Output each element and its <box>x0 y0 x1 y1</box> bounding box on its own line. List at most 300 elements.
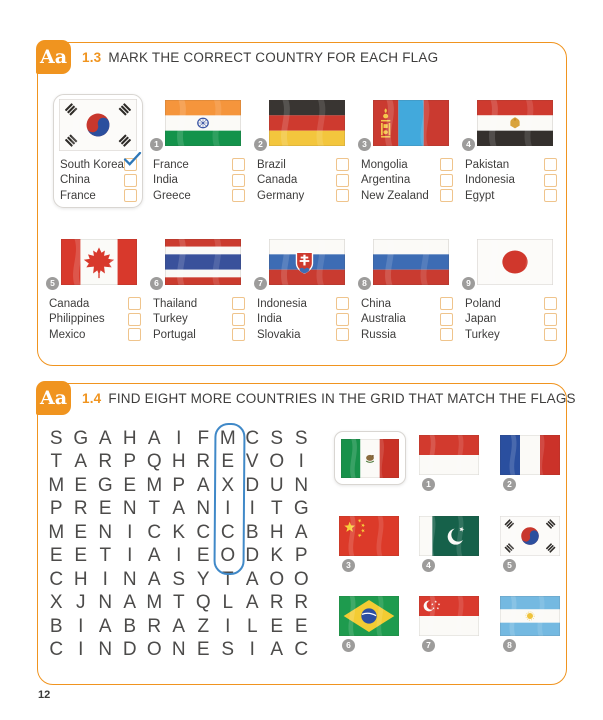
option-row <box>60 173 137 189</box>
grid-letter[interactable]: T <box>172 592 185 614</box>
flag-image <box>500 435 560 475</box>
flag-image <box>61 239 137 285</box>
grid-letter[interactable]: A <box>172 498 186 520</box>
option-checkbox[interactable] <box>440 328 453 341</box>
option-row <box>153 312 245 328</box>
option-checkbox[interactable] <box>336 174 349 187</box>
option-label: Mexico <box>49 328 86 341</box>
option-label: Indonesia <box>257 297 307 310</box>
grid-letter[interactable]: S <box>172 568 186 590</box>
option-row <box>153 173 245 189</box>
option-row <box>361 188 453 204</box>
exercise-1-3-header <box>82 50 438 65</box>
option-row <box>465 173 557 189</box>
option-checkbox[interactable] <box>232 174 245 187</box>
flag-tile-8 <box>500 596 560 652</box>
grid-letter[interactable]: D <box>245 545 260 567</box>
option-row <box>361 312 453 328</box>
grid-letter[interactable]: A <box>245 592 259 614</box>
option-checkbox[interactable] <box>124 174 137 187</box>
flag-image <box>339 516 399 556</box>
option-checkbox[interactable] <box>232 297 245 310</box>
flag-south-korea <box>500 516 560 556</box>
option-row <box>60 188 137 204</box>
grid-letter[interactable]: C <box>294 639 309 661</box>
option-label: Argentina <box>361 174 411 187</box>
grid-letter[interactable]: C <box>49 639 64 661</box>
option-label: China <box>60 174 91 187</box>
flag-argentina <box>500 596 560 636</box>
flag-image-wrap <box>253 239 349 287</box>
grid-letter[interactable]: E <box>49 545 63 567</box>
grid-letter[interactable]: X <box>49 592 63 614</box>
grid-letter[interactable]: P <box>49 498 63 520</box>
grid-letter[interactable]: A <box>98 615 112 637</box>
grid-letter[interactable]: S <box>49 427 63 449</box>
flag-image <box>500 516 560 556</box>
flag-number-badge: 5 <box>503 559 516 572</box>
grid-letter[interactable]: I <box>225 615 231 637</box>
page-number: 12 <box>38 689 51 701</box>
flag-question-1 <box>149 100 245 204</box>
flag-image <box>477 100 553 146</box>
option-row <box>257 327 349 343</box>
item-number-badge: 9 <box>462 277 475 290</box>
grid-letter[interactable]: R <box>147 615 162 637</box>
option-row <box>153 157 245 173</box>
grid-letter[interactable]: G <box>293 498 309 520</box>
option-label: Australia <box>361 313 406 326</box>
flag-image-wrap <box>461 239 557 287</box>
flag-question-4 <box>461 100 557 204</box>
grid-letter[interactable]: L <box>246 615 258 637</box>
flag-tile-7 <box>419 596 479 652</box>
option-label: Canada <box>49 297 90 310</box>
option-checkbox[interactable] <box>232 328 245 341</box>
grid-letter[interactable]: K <box>172 521 186 543</box>
flag-number-badge: 7 <box>422 639 435 652</box>
grid-letter[interactable]: N <box>98 639 113 661</box>
grid-letter[interactable]: H <box>73 568 88 590</box>
example-flag-slot <box>59 99 137 151</box>
grid-letter[interactable]: R <box>73 498 88 520</box>
flag-question-9 <box>461 239 557 343</box>
grid-letter[interactable]: N <box>294 474 309 496</box>
flag-thailand <box>165 239 241 285</box>
option-label: India <box>257 313 282 326</box>
grid-letter[interactable]: C <box>220 521 235 543</box>
option-checkbox[interactable] <box>232 189 245 202</box>
grid-letter[interactable]: M <box>48 474 65 496</box>
grid-letter[interactable]: A <box>294 521 308 543</box>
flag-image-wrap <box>253 100 349 148</box>
option-list <box>461 296 557 343</box>
option-list <box>149 157 245 204</box>
flag-image <box>419 516 479 556</box>
option-row <box>153 188 245 204</box>
grid-letter[interactable]: N <box>196 498 211 520</box>
option-list <box>253 157 349 204</box>
grid-letter[interactable]: I <box>298 451 304 473</box>
grid-letter[interactable]: T <box>148 498 161 520</box>
option-checkbox[interactable] <box>440 313 453 326</box>
option-list <box>461 157 557 204</box>
option-checkbox[interactable] <box>336 297 349 310</box>
option-list <box>357 157 453 204</box>
grid-letter[interactable]: L <box>222 592 234 614</box>
grid-letter[interactable]: T <box>99 545 112 567</box>
exercise-title: MARK THE CORRECT COUNTRY FOR EACH FLAG <box>108 50 439 65</box>
flag-image <box>269 239 345 285</box>
grid-letter[interactable]: E <box>294 615 308 637</box>
grid-letter[interactable]: I <box>102 568 108 590</box>
option-checkbox[interactable] <box>128 313 141 326</box>
flag-image <box>373 239 449 285</box>
flag-mexico <box>341 439 399 478</box>
option-label: Pakistan <box>465 158 510 171</box>
item-number-badge: 4 <box>462 138 475 151</box>
flag-tile-4 <box>419 516 479 572</box>
grid-letter[interactable]: Z <box>197 615 210 637</box>
grid-letter[interactable]: Y <box>196 568 210 590</box>
item-number-badge: 6 <box>150 277 163 290</box>
option-checkbox[interactable] <box>440 174 453 187</box>
grid-letter[interactable]: N <box>122 568 137 590</box>
grid-letter[interactable]: I <box>127 521 133 543</box>
grid-letter[interactable]: N <box>122 498 137 520</box>
option-label: Brazil <box>257 158 286 171</box>
option-row <box>361 173 453 189</box>
grid-letter[interactable]: A <box>270 639 284 661</box>
flag-image-wrap <box>357 100 453 148</box>
grid-letter[interactable]: O <box>293 568 309 590</box>
flag-question-7 <box>253 239 349 343</box>
flag-russia <box>373 239 449 285</box>
item-number-badge: 1 <box>150 138 163 151</box>
grid-letter[interactable]: R <box>196 451 211 473</box>
option-checkbox[interactable] <box>336 328 349 341</box>
exercise-1-4 <box>37 383 576 685</box>
grid-letter[interactable]: P <box>172 474 186 496</box>
option-row <box>60 157 137 173</box>
word-search-grid[interactable] <box>44 427 314 662</box>
option-checkbox[interactable] <box>544 297 557 310</box>
option-label: New Zealand <box>361 189 429 202</box>
option-label: South Korea <box>60 158 124 171</box>
grid-letter[interactable]: O <box>269 451 285 473</box>
flag-tile-1 <box>419 435 479 491</box>
flag-question-2 <box>253 100 349 204</box>
aa-vocabulary-badge <box>36 40 71 74</box>
item-number-badge: 5 <box>46 277 59 290</box>
grid-letter[interactable]: B <box>49 615 63 637</box>
option-label: Russia <box>361 328 397 341</box>
option-label: Germany <box>257 189 305 202</box>
grid-letter[interactable]: S <box>294 427 308 449</box>
grid-letter[interactable]: D <box>245 474 260 496</box>
check-mark-icon <box>123 152 142 167</box>
grid-letter[interactable]: A <box>123 592 137 614</box>
grid-letter[interactable]: G <box>97 474 113 496</box>
grid-letter[interactable]: A <box>74 451 88 473</box>
flag-south-korea <box>59 99 137 151</box>
option-label: Japan <box>465 313 497 326</box>
grid-letter[interactable]: M <box>48 521 65 543</box>
grid-letter[interactable]: J <box>76 592 86 614</box>
option-label: India <box>153 174 178 187</box>
option-row <box>257 296 349 312</box>
option-label: Poland <box>465 297 501 310</box>
flag-image-wrap <box>45 239 141 287</box>
flag-singapore <box>419 596 479 636</box>
exercise-1-3 <box>37 42 567 366</box>
flag-image <box>419 596 479 636</box>
exercise-number: 1.4 <box>82 391 102 406</box>
option-label: Indonesia <box>465 174 515 187</box>
flag-slovakia <box>269 239 345 285</box>
grid-letter[interactable]: R <box>294 592 309 614</box>
aa-badge-label: Aa <box>39 46 68 68</box>
flag-tile-6 <box>339 596 399 652</box>
option-checkbox[interactable] <box>124 189 137 202</box>
grid-letter[interactable]: C <box>196 521 211 543</box>
flag-image-wrap <box>461 100 557 148</box>
option-checkbox[interactable] <box>336 313 349 326</box>
grid-letter[interactable]: I <box>176 427 182 449</box>
option-row <box>361 327 453 343</box>
grid-letter[interactable]: H <box>122 427 137 449</box>
grid-letter[interactable]: E <box>98 498 112 520</box>
grid-letter[interactable]: Q <box>195 592 211 614</box>
flag-image <box>339 596 399 636</box>
flag-tile-3 <box>339 516 399 572</box>
example-answer-box <box>53 94 143 208</box>
option-label: Turkey <box>465 328 500 341</box>
grid-letter[interactable]: E <box>196 639 210 661</box>
flag-image <box>500 596 560 636</box>
option-checkbox[interactable] <box>128 328 141 341</box>
flag-tile-5 <box>500 516 560 572</box>
grid-letter[interactable]: M <box>219 427 236 449</box>
grid-letter[interactable]: E <box>74 545 88 567</box>
grid-letter[interactable]: A <box>196 474 210 496</box>
grid-letter[interactable]: I <box>249 498 255 520</box>
flag-china <box>339 516 399 556</box>
grid-letter[interactable]: H <box>171 451 186 473</box>
grid-letter[interactable]: S <box>270 427 284 449</box>
grid-letter[interactable]: I <box>78 639 84 661</box>
grid-letter[interactable]: A <box>245 568 259 590</box>
option-checkbox[interactable] <box>232 313 245 326</box>
exercise-number: 1.3 <box>82 50 102 65</box>
aa-vocabulary-badge <box>36 381 71 415</box>
flag-image-wrap <box>149 100 245 148</box>
option-row <box>257 157 349 173</box>
option-row <box>49 312 141 328</box>
grid-letter[interactable]: E <box>74 474 88 496</box>
option-label: France <box>153 158 189 171</box>
grid-letter[interactable]: H <box>269 521 284 543</box>
flag-tile-2 <box>500 435 560 491</box>
grid-letter[interactable]: B <box>123 615 137 637</box>
item-number-badge: 7 <box>254 277 267 290</box>
option-row <box>49 296 141 312</box>
option-label: France <box>60 189 96 202</box>
grid-letter[interactable]: O <box>146 639 162 661</box>
flag-image <box>419 435 479 475</box>
grid-letter[interactable]: F <box>197 427 210 449</box>
grid-letter[interactable]: I <box>249 639 255 661</box>
grid-letter[interactable]: K <box>270 545 284 567</box>
flag-number-badge: 1 <box>422 478 435 491</box>
item-number-badge: 2 <box>254 138 267 151</box>
flag-number-badge: 4 <box>422 559 435 572</box>
grid-letter[interactable]: P <box>294 545 308 567</box>
grid-letter[interactable]: A <box>172 615 186 637</box>
option-label: Greece <box>153 189 191 202</box>
option-label: Portugal <box>153 328 196 341</box>
option-label: China <box>361 297 392 310</box>
flag-pakistan <box>419 516 479 556</box>
grid-letter[interactable]: C <box>49 568 64 590</box>
example-options <box>60 157 137 204</box>
grid-letter[interactable]: E <box>74 521 88 543</box>
flag-number-badge: 6 <box>342 639 355 652</box>
grid-letter[interactable]: E <box>196 545 210 567</box>
grid-letter[interactable]: N <box>98 521 113 543</box>
option-row <box>257 312 349 328</box>
grid-letter[interactable]: D <box>122 639 137 661</box>
flag-number-badge: 2 <box>503 478 516 491</box>
example-flag-box <box>334 431 406 485</box>
option-label: Turkey <box>153 313 188 326</box>
flag-canada <box>61 239 137 285</box>
grid-letter[interactable]: I <box>176 545 182 567</box>
flag-number-badge: 8 <box>503 639 516 652</box>
exercise-title: FIND EIGHT MORE COUNTRIES IN THE GRID THAT MATCH THE FLAGS <box>108 391 576 406</box>
option-checkbox[interactable] <box>544 189 557 202</box>
grid-letter[interactable]: B <box>245 521 259 543</box>
option-checkbox[interactable] <box>232 158 245 171</box>
flag-image-wrap <box>149 239 245 287</box>
option-row <box>153 296 245 312</box>
grid-letter[interactable]: E <box>221 451 235 473</box>
option-label: Egypt <box>465 189 495 202</box>
grid-letter[interactable]: P <box>123 451 137 473</box>
grid-letter[interactable]: O <box>220 545 236 567</box>
grid-letter[interactable]: O <box>269 568 285 590</box>
option-list <box>45 296 141 343</box>
option-checkbox[interactable] <box>440 297 453 310</box>
grid-letter[interactable]: X <box>221 474 235 496</box>
example-flag-slot <box>341 439 399 478</box>
option-checkbox[interactable] <box>336 158 349 171</box>
grid-letter[interactable]: N <box>171 639 186 661</box>
flag-question-6 <box>149 239 245 343</box>
grid-letter[interactable]: M <box>146 592 163 614</box>
option-checkbox[interactable] <box>544 328 557 341</box>
grid-letter[interactable]: T <box>270 498 283 520</box>
flag-question-3 <box>357 100 453 204</box>
option-row <box>361 157 453 173</box>
grid-letter[interactable]: A <box>98 427 112 449</box>
grid-letter[interactable]: R <box>98 451 113 473</box>
flag-france <box>500 435 560 475</box>
option-row <box>49 327 141 343</box>
option-list <box>149 296 245 343</box>
option-checkbox[interactable] <box>336 189 349 202</box>
flag-brazil <box>339 596 399 636</box>
grid-letter[interactable]: V <box>245 451 259 473</box>
grid-letter[interactable]: I <box>225 498 231 520</box>
option-row <box>465 296 557 312</box>
option-checkbox[interactable] <box>544 174 557 187</box>
grid-letter[interactable]: R <box>269 592 284 614</box>
grid-letter[interactable]: A <box>147 568 161 590</box>
flag-image <box>165 239 241 285</box>
option-label: Philippines <box>49 313 105 326</box>
flag-germany <box>269 100 345 146</box>
option-label: Canada <box>257 174 298 187</box>
option-row <box>257 173 349 189</box>
grid-letter[interactable]: I <box>78 615 84 637</box>
item-number-badge: 8 <box>358 277 371 290</box>
option-label: Thailand <box>153 297 198 310</box>
flag-image-wrap <box>357 239 453 287</box>
grid-letter[interactable]: N <box>98 592 113 614</box>
flag-number-badge: 3 <box>342 559 355 572</box>
option-checkbox[interactable] <box>440 189 453 202</box>
grid-letter[interactable]: C <box>245 427 260 449</box>
option-row <box>361 296 453 312</box>
option-list <box>253 296 349 343</box>
option-checkbox[interactable] <box>128 297 141 310</box>
grid-letter[interactable]: T <box>221 568 234 590</box>
option-row <box>465 188 557 204</box>
flag-image <box>165 100 241 146</box>
option-checkbox[interactable] <box>544 313 557 326</box>
grid-letter[interactable]: S <box>221 639 235 661</box>
grid-letter[interactable]: T <box>50 451 63 473</box>
grid-letter[interactable]: A <box>147 427 161 449</box>
option-checkbox[interactable] <box>124 158 137 171</box>
exercise-1-4-header <box>82 391 576 406</box>
flag-india <box>165 100 241 146</box>
grid-letter[interactable]: M <box>146 474 163 496</box>
grid-letter[interactable]: Q <box>146 451 162 473</box>
flag-image <box>373 100 449 146</box>
option-row <box>257 188 349 204</box>
grid-letter[interactable]: A <box>147 545 161 567</box>
flag-image <box>477 239 553 285</box>
grid-letter[interactable]: U <box>269 474 284 496</box>
grid-letter[interactable]: I <box>127 545 133 567</box>
option-list <box>357 296 453 343</box>
grid-letter[interactable]: G <box>73 427 89 449</box>
flag-question-8 <box>357 239 453 343</box>
grid-letter[interactable]: E <box>270 615 284 637</box>
option-checkbox[interactable] <box>440 158 453 171</box>
option-checkbox[interactable] <box>544 158 557 171</box>
option-row <box>465 327 557 343</box>
option-row <box>465 312 557 328</box>
grid-letter[interactable]: C <box>147 521 162 543</box>
aa-badge-label: Aa <box>39 387 68 409</box>
grid-letter[interactable]: E <box>123 474 137 496</box>
flag-japan <box>477 239 553 285</box>
item-number-badge: 3 <box>358 138 371 151</box>
option-row <box>153 327 245 343</box>
